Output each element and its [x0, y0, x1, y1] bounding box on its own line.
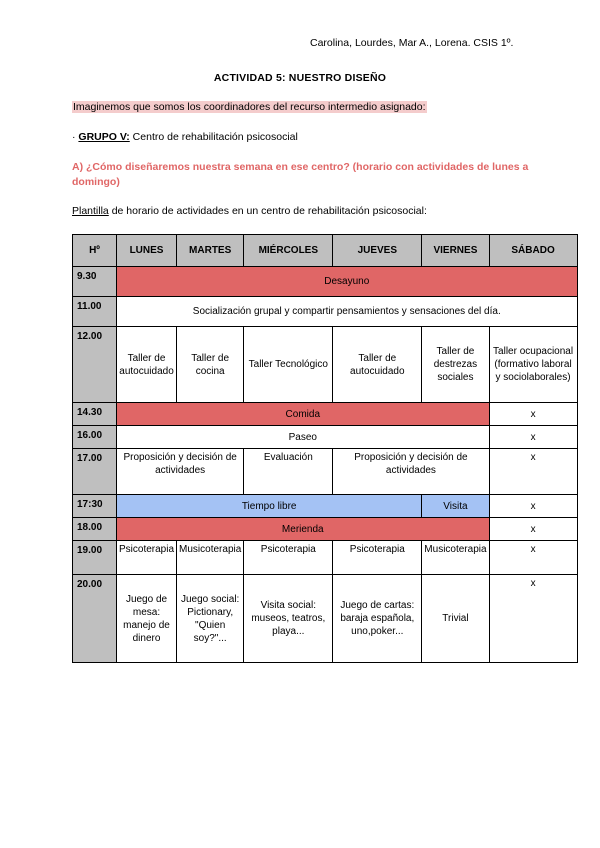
desayuno-cell: Desayuno	[117, 267, 578, 297]
row-11-00	[73, 297, 578, 327]
hour-cell: 17:30	[73, 495, 117, 518]
evaluacion-cell: Evaluación	[244, 449, 333, 495]
hour-cell: 12.00	[73, 327, 117, 403]
row-17-00	[73, 449, 578, 495]
header-row	[73, 235, 578, 267]
hour-cell: 9.30	[73, 267, 117, 297]
cell-sabado: x	[489, 518, 577, 541]
cell-sabado: x	[489, 575, 577, 663]
hour-cell: 14.30	[73, 403, 117, 426]
question-a: A) ¿Cómo diseñaremos nuestra semana en ese centro? (horario con actividades de lunes a domingo)	[72, 161, 529, 188]
group-label: GRUPO V:	[78, 131, 130, 143]
cell-miercoles: Taller Tecnológico	[244, 327, 333, 403]
row-9-30	[73, 267, 578, 297]
proposicion-cell-mon-tue: Proposición y decisión de actividades	[117, 449, 244, 495]
cell-lunes: Juego de mesa: manejo de dinero	[117, 575, 177, 663]
merienda-cell: Merienda	[117, 518, 490, 541]
row-14-30	[73, 403, 578, 426]
cell-viernes: Trivial	[422, 575, 489, 663]
authors-line: Carolina, Lourdes, Mar A., Lorena. CSIS 1º.	[310, 37, 514, 49]
cell-sabado: x	[489, 403, 577, 426]
comida-cell: Comida	[117, 403, 490, 426]
socializacion-cell: Socialización grupal y compartir pensamientos y sensaciones del día.	[117, 297, 578, 327]
document-title: ACTIVIDAD 5: NUESTRO DISEÑO	[213, 72, 387, 84]
plantilla-text: de horario de actividades en un centro de rehabilitación psicosocial:	[108, 205, 427, 217]
intro-highlighted-text: Imaginemos que somos los coordinadores del recurso intermedio asignado:	[73, 101, 426, 113]
cell-miercoles: Visita social: museos, teatros, playa...	[244, 575, 333, 663]
cell-martes: Musicoterapia	[177, 541, 244, 575]
cell-lunes: Psicoterapia	[117, 541, 177, 575]
header-sabado: SÁBADO	[489, 235, 577, 267]
cell-lunes: Taller de autocuidado	[117, 327, 177, 403]
schedule-table	[72, 234, 578, 663]
row-18-00	[73, 518, 578, 541]
cell-sabado: x	[489, 495, 577, 518]
cell-viernes: Taller de destrezas sociales	[422, 327, 489, 403]
cell-sabado: x	[489, 449, 577, 495]
row-17-30	[73, 495, 578, 518]
header-hour: Hº	[73, 235, 117, 267]
hour-cell: 18.00	[73, 518, 117, 541]
plantilla-line	[72, 205, 427, 217]
hour-cell: 17.00	[73, 449, 117, 495]
proposicion-cell-thu-fri: Proposición y decisión de actividades	[333, 449, 489, 495]
cell-sabado: x	[489, 541, 577, 575]
header-miercoles: MIÉRCOLES	[244, 235, 333, 267]
hour-cell: 19.00	[73, 541, 117, 575]
cell-jueves: Juego de cartas: baraja española, uno,poker...	[333, 575, 422, 663]
cell-martes: Juego social: Pictionary, "Quien soy?"...	[177, 575, 244, 663]
cell-sabado: Taller ocupacional (formativo laboral y sociolaborales)	[489, 327, 577, 403]
header-martes: MARTES	[177, 235, 244, 267]
row-12-00	[73, 327, 578, 403]
header-lunes: LUNES	[117, 235, 177, 267]
visita-cell: Visita	[422, 495, 489, 518]
cell-viernes: Musicoterapia	[422, 541, 489, 575]
row-16-00	[73, 426, 578, 449]
row-19-00	[73, 541, 578, 575]
cell-sabado: x	[489, 426, 577, 449]
group-line	[72, 131, 298, 143]
cell-miercoles: Psicoterapia	[244, 541, 333, 575]
row-20-00	[73, 575, 578, 663]
bullet: ·	[72, 131, 79, 143]
hour-cell: 20.00	[73, 575, 117, 663]
paseo-cell: Paseo	[117, 426, 490, 449]
hour-cell: 11.00	[73, 297, 117, 327]
cell-jueves: Psicoterapia	[333, 541, 422, 575]
tiempo-libre-cell: Tiempo libre	[117, 495, 422, 518]
group-text: Centro de rehabilitación psicosocial	[129, 131, 298, 143]
cell-jueves: Taller de autocuidado	[333, 327, 422, 403]
hour-cell: 16.00	[73, 426, 117, 449]
cell-martes: Taller de cocina	[177, 327, 244, 403]
header-jueves: JUEVES	[333, 235, 422, 267]
header-viernes: VIERNES	[422, 235, 489, 267]
plantilla-label: Plantilla	[72, 205, 109, 217]
